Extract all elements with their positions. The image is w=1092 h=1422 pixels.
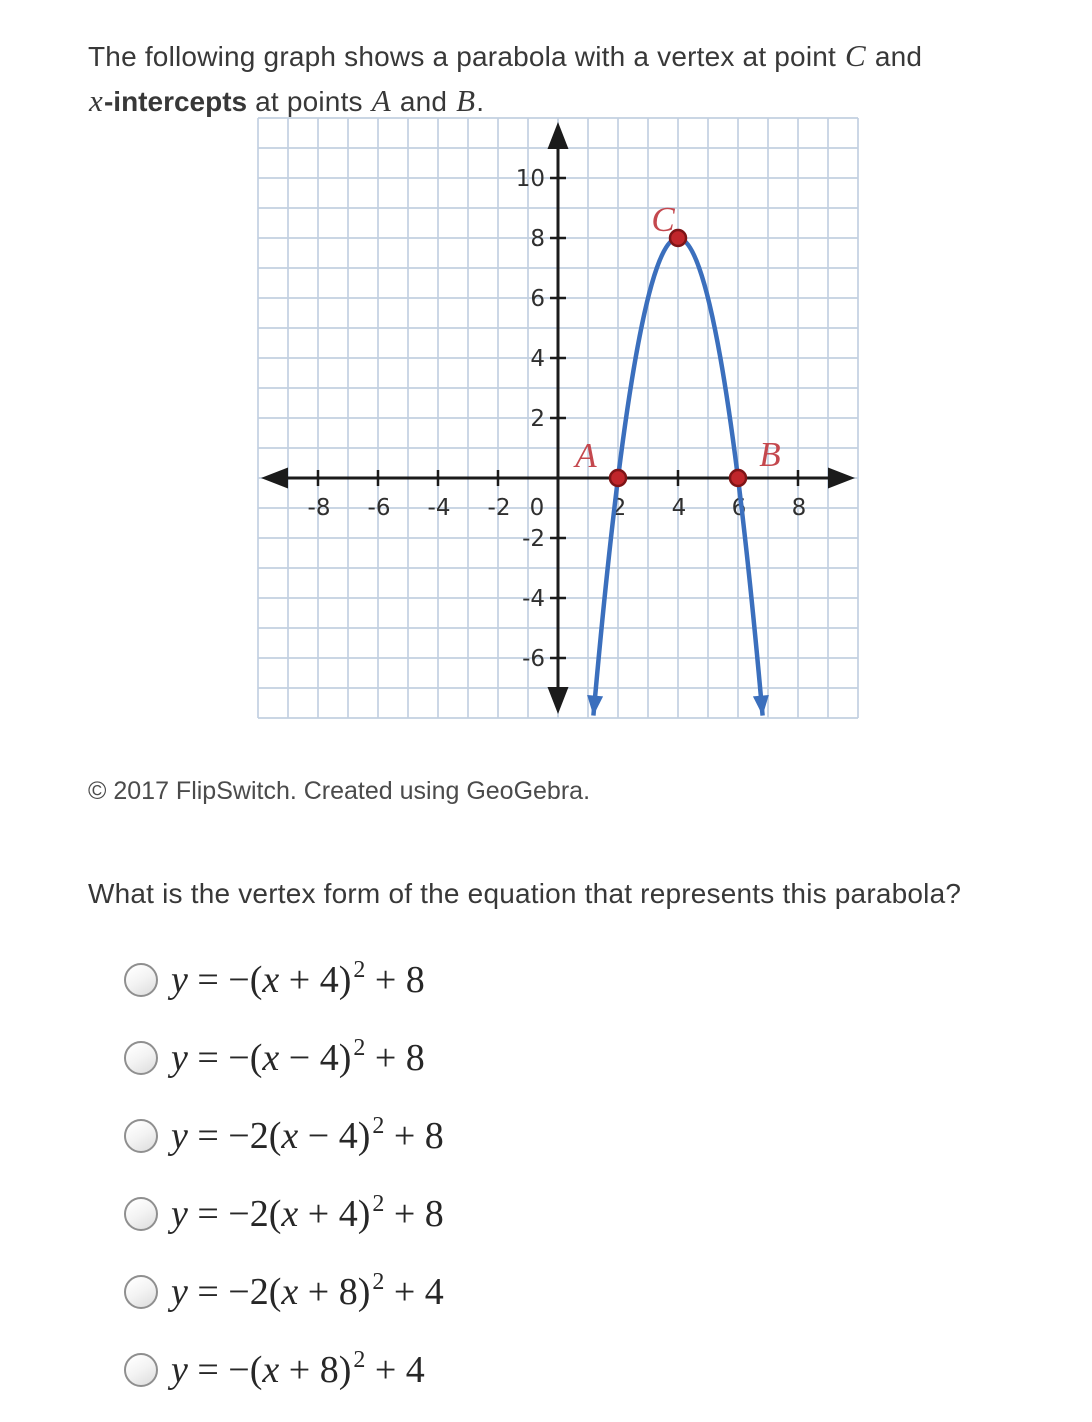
formula-segment: + 4)	[298, 1193, 371, 1235]
formula-segment: y	[171, 1037, 188, 1079]
heading-segment: The following graph shows a parabola with a vertex at point	[88, 41, 844, 72]
formula-segment: 2	[372, 1269, 385, 1295]
radio-button[interactable]	[124, 963, 158, 997]
formula-segment: = −2(	[187, 1193, 282, 1235]
formula-segment: + 4	[384, 1271, 444, 1313]
formula-segment: x	[281, 1193, 299, 1235]
formula-segment: y	[171, 1271, 188, 1313]
heading-segment: -intercepts	[103, 86, 248, 117]
point-label-a: A	[575, 436, 597, 475]
heading-segment: and	[391, 86, 456, 117]
formula-segment: + 8)	[298, 1271, 371, 1313]
formula-segment: 2	[353, 957, 366, 983]
x-axis-left-arrow-icon	[261, 468, 288, 489]
formula-segment: + 8	[365, 959, 425, 1001]
marked-points	[573, 200, 780, 486]
formula-segment: + 8	[365, 1037, 425, 1079]
answer-option-5[interactable]	[124, 1266, 944, 1318]
answer-option-3[interactable]	[124, 1110, 944, 1162]
y-axis-down-arrow-icon	[548, 687, 569, 714]
parabola-graph	[258, 118, 858, 718]
answer-option-4[interactable]	[124, 1188, 944, 1240]
option-formula	[171, 1036, 425, 1080]
formula-segment: x	[281, 1271, 299, 1313]
parabola-chart-svg	[258, 118, 858, 718]
formula-segment: x	[281, 1115, 299, 1157]
x-tick-label: 6	[731, 495, 747, 521]
formula-segment: y	[171, 1193, 188, 1235]
y-tick-label: 8	[530, 226, 545, 252]
formula-segment: = −2(	[187, 1271, 282, 1313]
radio-button[interactable]	[124, 1041, 158, 1075]
y-tick-label: 4	[530, 346, 545, 372]
x-axis-right-arrow-icon	[828, 468, 855, 489]
formula-segment: − 4)	[279, 1037, 352, 1079]
option-formula	[171, 1348, 425, 1392]
x-tick-label: -6	[367, 495, 391, 521]
formula-segment: 2	[372, 1113, 385, 1139]
formula-segment: x	[262, 959, 280, 1001]
answer-option-1[interactable]	[124, 954, 944, 1006]
y-tick-label: -4	[522, 586, 545, 612]
point-label-c: C	[651, 200, 675, 239]
y-tick-label: 2	[530, 406, 545, 432]
y-tick-label: -2	[522, 526, 545, 552]
formula-segment: y	[171, 959, 188, 1001]
option-formula	[171, 958, 425, 1002]
y-tick-label: -6	[522, 646, 545, 672]
formula-segment: 2	[372, 1191, 385, 1217]
x-tick-label: 0	[529, 495, 545, 521]
y-axis-up-arrow-icon	[548, 122, 569, 149]
answer-options	[124, 954, 944, 1422]
formula-segment: = −(	[187, 1349, 263, 1391]
point-a	[610, 470, 626, 486]
formula-segment: + 8	[384, 1193, 444, 1235]
formula-segment: = −(	[187, 959, 263, 1001]
heading-segment: B	[456, 83, 476, 118]
x-tick-label: 2	[611, 495, 627, 521]
point-label-b: B	[759, 435, 781, 474]
question-text: What is the vertex form of the equation that represents this parabola?	[88, 878, 962, 909]
formula-segment: 2	[353, 1347, 366, 1373]
heading-segment: and	[866, 41, 923, 72]
x-tick-label: -4	[427, 495, 451, 521]
formula-segment: + 8)	[279, 1349, 352, 1391]
formula-segment: x	[262, 1037, 280, 1079]
radio-button[interactable]	[124, 1275, 158, 1309]
heading-segment: .	[476, 86, 485, 117]
y-tick-label: 6	[530, 286, 545, 312]
x-tick-label: -2	[487, 495, 511, 521]
formula-segment: = −2(	[187, 1115, 282, 1157]
formula-segment: + 4)	[279, 959, 352, 1001]
option-formula	[171, 1270, 444, 1314]
heading-segment: A	[371, 83, 391, 118]
point-b	[730, 470, 746, 486]
heading-segment: x	[89, 83, 103, 118]
formula-segment: y	[171, 1115, 188, 1157]
question-intro	[88, 34, 1038, 124]
radio-button[interactable]	[124, 1119, 158, 1153]
figure-credit: © 2017 FlipSwitch. Created using GeoGebra.	[88, 777, 591, 805]
formula-segment: x	[262, 1349, 280, 1391]
formula-segment: y	[171, 1349, 188, 1391]
radio-button[interactable]	[124, 1197, 158, 1231]
formula-segment: = −(	[187, 1037, 263, 1079]
answer-option-6[interactable]	[124, 1344, 944, 1396]
option-formula	[171, 1192, 444, 1236]
x-tick-label: 8	[791, 495, 807, 521]
heading-segment: at points	[247, 86, 371, 117]
formula-segment: + 8	[384, 1115, 444, 1157]
x-tick-label: 4	[671, 495, 687, 521]
answer-option-2[interactable]	[124, 1032, 944, 1084]
x-tick-label: -8	[307, 495, 331, 521]
y-tick-label: 10	[515, 166, 545, 192]
formula-segment: − 4)	[298, 1115, 371, 1157]
formula-segment: 2	[353, 1035, 366, 1061]
formula-segment: + 4	[365, 1349, 425, 1391]
option-formula	[171, 1114, 444, 1158]
heading-segment: C	[844, 38, 866, 73]
